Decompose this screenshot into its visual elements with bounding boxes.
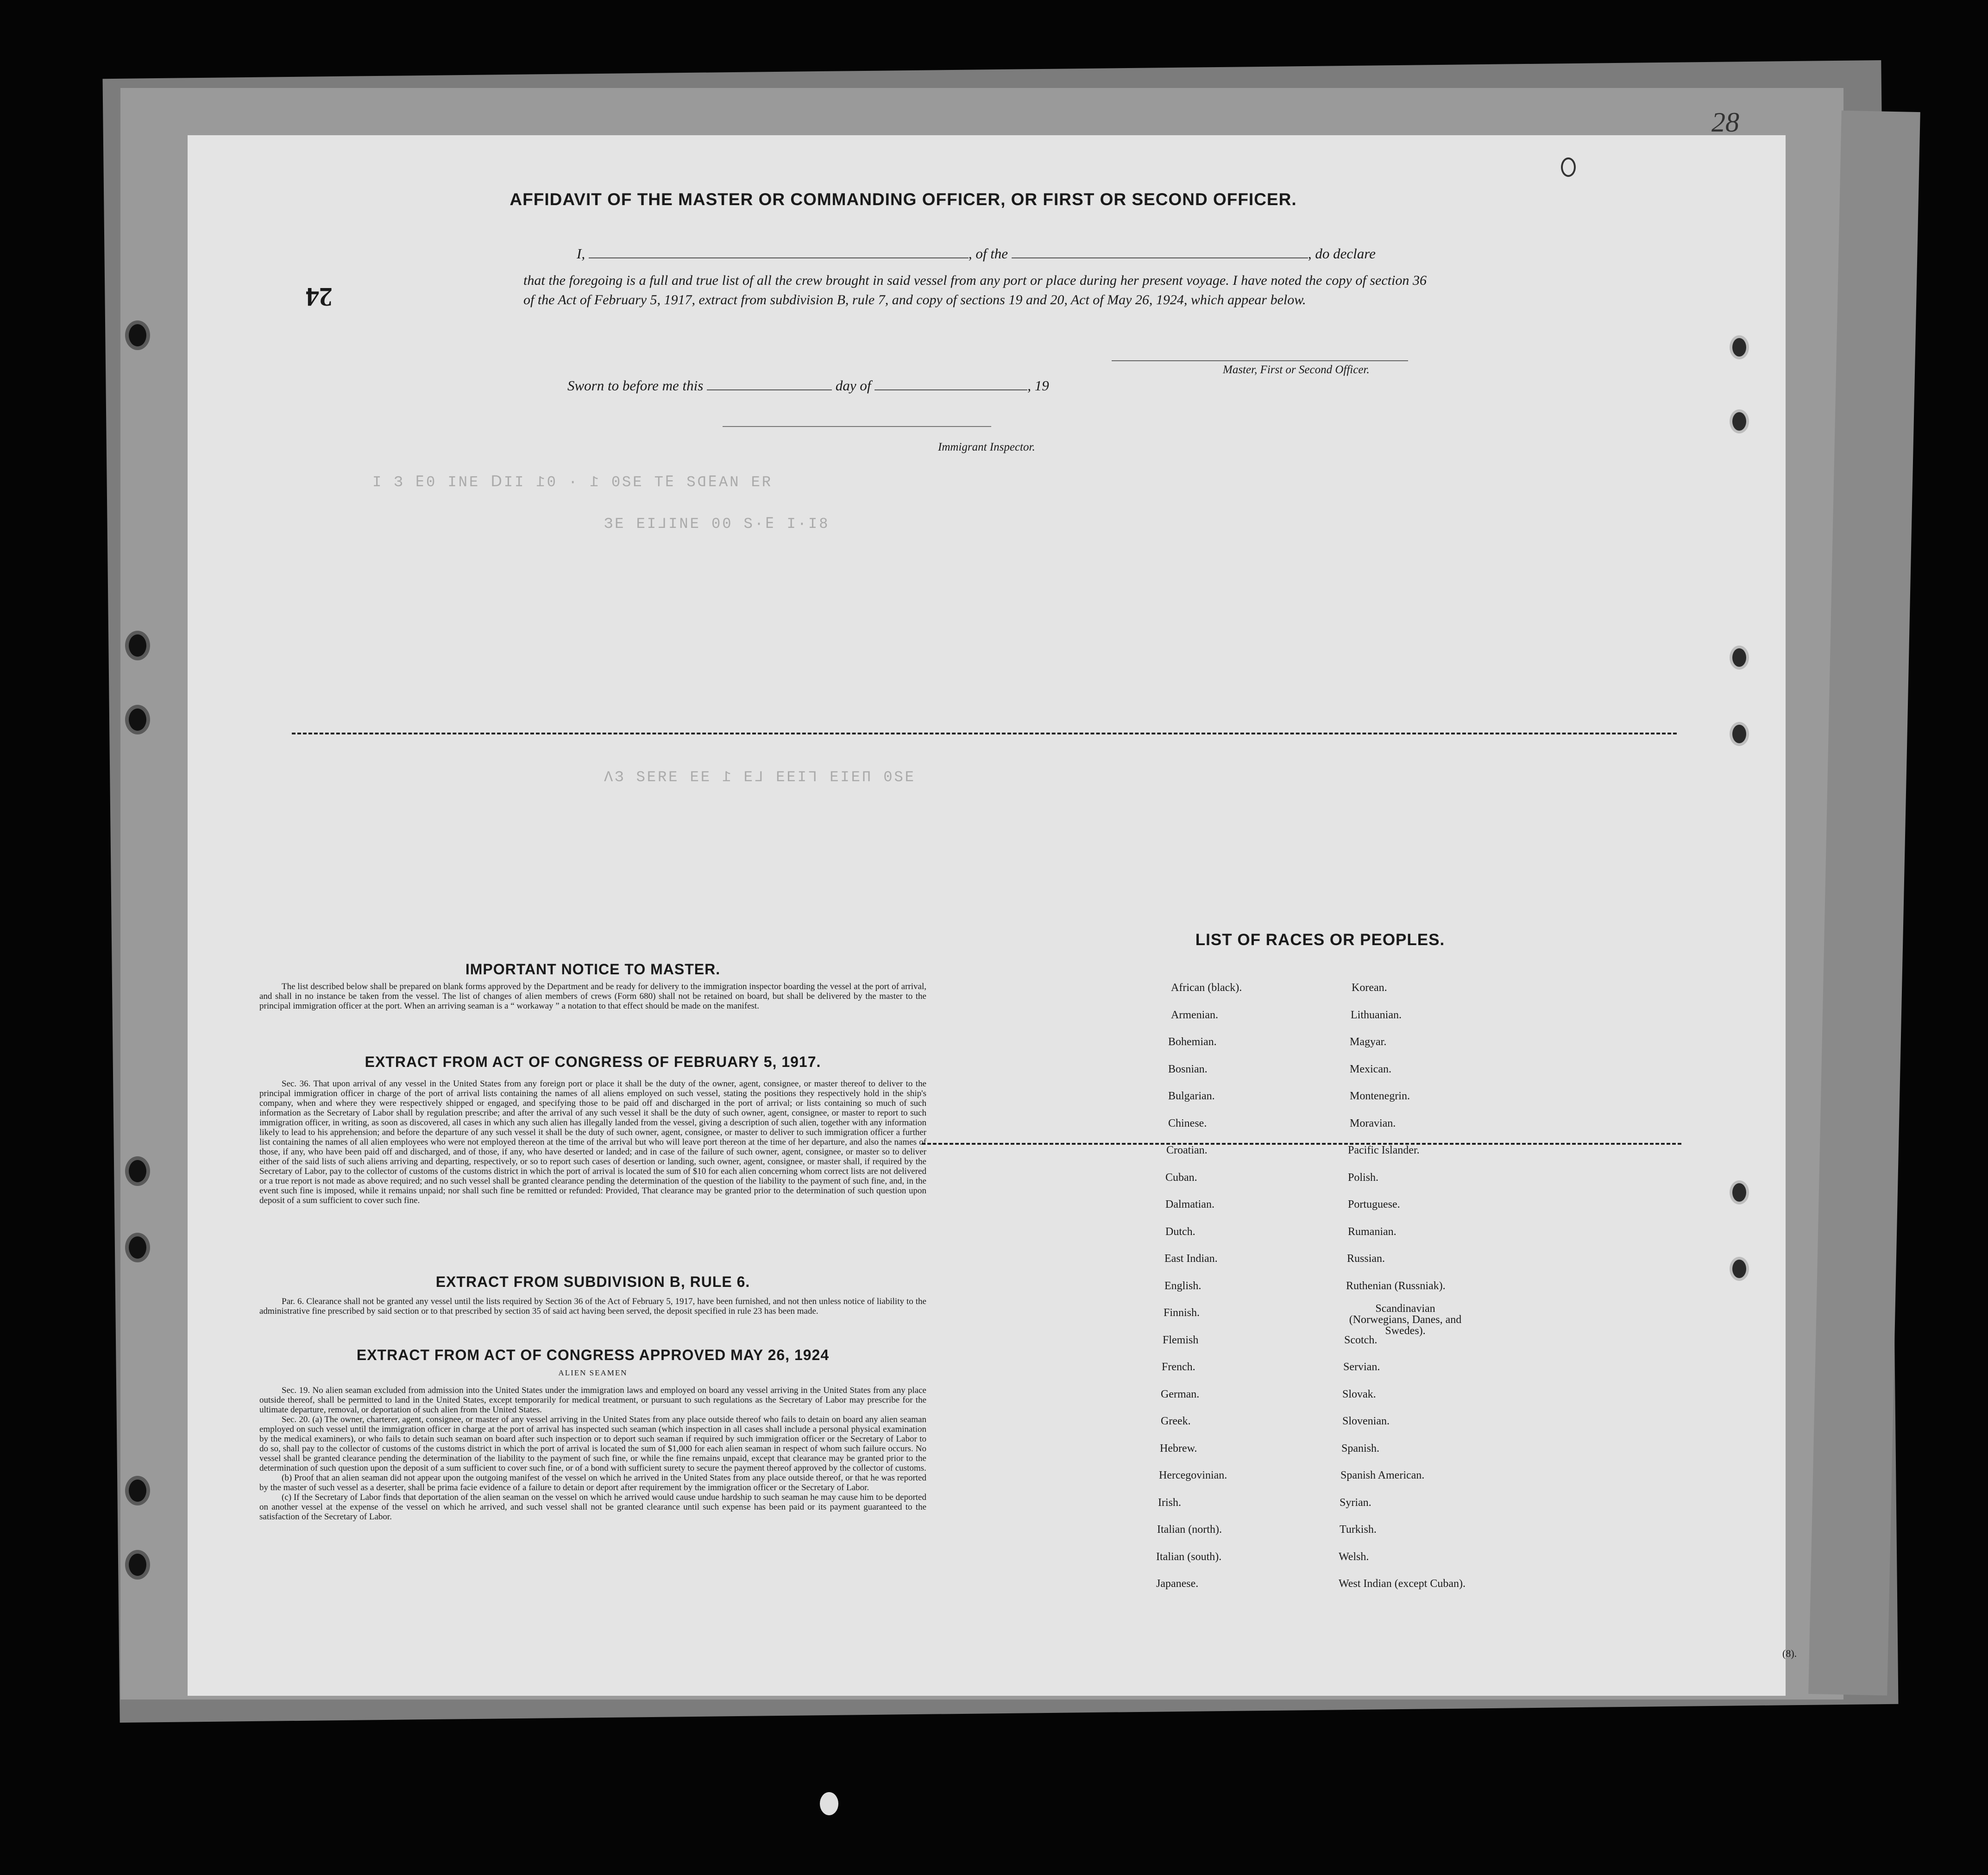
binder-hole bbox=[129, 634, 146, 657]
race-item: Ruthenian (Russniak). bbox=[1346, 1279, 1446, 1292]
race-item: Russian. bbox=[1347, 1253, 1385, 1265]
notice-paragraph: The list described below shall be prepared on blank forms approved by the Department and be ready for delivery to the immigration inspector boarding the vessel at the port of arrival, and shall in no instance be taken from the vessel. The list of changes of alien members of crews (Form 680) shall not be retained on board, but shall be delivered by the master to the principal immigration officer at the port. When an arriving seaman is a “ workaway ” a notation to that effect should be made on the manifest. bbox=[259, 982, 926, 1011]
binder-hole bbox=[129, 1480, 146, 1502]
race-item: Mexican. bbox=[1350, 1063, 1391, 1075]
race-item: Irish. bbox=[1158, 1496, 1181, 1509]
race-item: German. bbox=[1161, 1388, 1200, 1400]
race-item: Moravian. bbox=[1350, 1117, 1396, 1129]
vessel-field[interactable] bbox=[1012, 257, 1308, 258]
race-item: Armenian. bbox=[1171, 1009, 1218, 1021]
race-item: Pacific Islander. bbox=[1348, 1144, 1420, 1156]
race-item: Servian. bbox=[1343, 1361, 1380, 1373]
page-number: (8). bbox=[1782, 1648, 1797, 1659]
section-20b-paragraph: (b) Proof that an alien seaman did not appear upon the outgoing manifest of the vessel on which he arrived in the United States from any place outside thereof, or that he was reported by the master of such vessel as a deserter, shall be prima facie evidence of a failure to detain or deport after requirement by the immigration officer or the Secretary of Labor. bbox=[259, 1473, 926, 1492]
declaration-mid: , of the bbox=[968, 245, 1008, 262]
day-field[interactable] bbox=[707, 389, 832, 390]
signature-line[interactable] bbox=[1112, 360, 1408, 361]
race-item: Italian (north). bbox=[1157, 1524, 1222, 1536]
month-field[interactable] bbox=[874, 389, 1027, 390]
race-item: Turkish. bbox=[1340, 1524, 1377, 1536]
handwritten-number: 28 bbox=[1711, 107, 1739, 138]
extract-1924-text bbox=[259, 1386, 926, 1522]
name-field[interactable] bbox=[589, 257, 969, 258]
race-item: Polish. bbox=[1348, 1171, 1379, 1184]
race-item: Lithuanian. bbox=[1351, 1009, 1402, 1021]
race-item: Montenegrin. bbox=[1350, 1090, 1410, 1102]
bleed-through-text: ƎƧ0 ПƎIƎ ГIƎƎ LƎ 1 ƎƎ ƎЯƎƧ ƐɅ bbox=[602, 769, 914, 786]
section-36-paragraph: Sec. 36. That upon arrival of any vessel in the United States from any foreign port or place it shall be the duty of the owner, agent, consignee, or master thereof to deliver to the principal immigration officer in charge of the port of arrival lists containing the names of all aliens employed on such vessel, stating the positions they respectively hold in the ship's company, when and where they were respectively shipped or engaged, and specifying those to be paid off and discharged in the port of arrival; or lists containing so much of such information as the Secretary of Labor shall by regulation prescribe; and after the arrival of any such vessel it shall be the duty of such owner, agent, consignee, or master to report to such immigration officer, in writing, as soon as discovered, all cases in which any such alien has illegally landed from the vessel, giving a description of such alien, together with any information likely to lead to his apprehension; and before the departure of any such vessel it shall be the duty of such owner, agent, consignee, or master to deliver to such immigration officer a further list containing the names of all alien employees who were not employed thereon at the time of the arrival but who will leave port thereon at the time of her departure, and also the names of those, if any, who have been paid off and discharged, and of those, if any, who have deserted or landed; and in case of the failure of such owner, agent, consignee, or master so to deliver either of the said lists of such aliens arriving and departing, respectively, or so to report such cases of desertion or landing, such owner, agent, consignee, or master shall, if required by the Secretary of Labor, pay to the collector of customs of the customs district in which the port of arrival is located the sum of $10 for each alien concerning whom correct lists are not delivered or a true report is not made as above required; and no such vessel shall be granted clearance pending the determination of the question of the liability to the payment of such fine, and, in the event such fine is imposed, while it remains unpaid; nor shall such fine be remitted or refunded: Provided, That clearance may be granted prior to the determination of such question upon deposit of a sum sufficient to cover such fine. bbox=[259, 1079, 926, 1205]
race-item: Spanish. bbox=[1341, 1442, 1380, 1455]
binder-hole bbox=[129, 324, 146, 346]
binder-hole bbox=[1732, 338, 1746, 357]
race-item: Dutch. bbox=[1165, 1225, 1195, 1238]
sworn-mid: day of bbox=[835, 377, 871, 394]
sworn-end: , 19 bbox=[1027, 377, 1049, 394]
notice-title: IMPORTANT NOTICE TO MASTER. bbox=[465, 961, 721, 978]
paper-mark bbox=[1561, 157, 1576, 177]
race-item: Croatian. bbox=[1166, 1144, 1208, 1156]
sworn-start: Sworn to before me this bbox=[567, 377, 704, 394]
race-item: Welsh. bbox=[1339, 1550, 1369, 1563]
race-item: Hercegovinian. bbox=[1159, 1469, 1227, 1481]
section-19-paragraph: Sec. 19. No alien seaman excluded from admission into the United States under the immigration laws and employed on board any vessel arriving in the United States from any place outside thereof, shall be permitted to land in the United States, except temporarily for medical treatment, or pursuant to such regulations as the Secretary of Labor may prescribe for the ultimate departure, removal, or deportation of such alien from the United States. bbox=[259, 1386, 926, 1415]
race-item: Magyar. bbox=[1350, 1036, 1387, 1048]
bleed-through-text: 8I·I ∃·Ƨ 00 ƎИILIƎ ƎƐ bbox=[602, 515, 828, 533]
binder-hole bbox=[129, 1160, 146, 1182]
notice-text bbox=[259, 982, 926, 1011]
extract-1917-title: EXTRACT FROM ACT OF CONGRESS OF FEBRUARY 5, 1917. bbox=[365, 1054, 821, 1070]
race-item: Portuguese. bbox=[1348, 1198, 1400, 1210]
race-item: East Indian. bbox=[1164, 1253, 1218, 1265]
inspector-label: Immigrant Inspector. bbox=[938, 441, 1035, 453]
affidavit-title: AFFIDAVIT OF THE MASTER OR COMMANDING OFFICER, OR FIRST OR SECOND OFFICER. bbox=[510, 190, 1297, 209]
extract-1924-title: EXTRACT FROM ACT OF CONGRESS APPROVED MAY 26, 1924 bbox=[356, 1347, 830, 1363]
dashed-fold-line bbox=[292, 733, 1677, 734]
race-item: Chinese. bbox=[1168, 1117, 1207, 1129]
race-item: Greek. bbox=[1161, 1415, 1191, 1427]
handwritten-number: 24 bbox=[306, 282, 333, 312]
race-item: Rumanian. bbox=[1348, 1225, 1397, 1238]
binder-hole bbox=[1732, 412, 1746, 431]
race-item: Italian (south). bbox=[1156, 1550, 1222, 1563]
punch-hole bbox=[820, 1792, 838, 1815]
race-item: Flemish bbox=[1163, 1334, 1199, 1346]
binder-hole bbox=[1732, 648, 1746, 667]
affidavit-declaration-line bbox=[577, 245, 1376, 262]
race-item: French. bbox=[1162, 1361, 1195, 1373]
dashed-fold-line bbox=[922, 1143, 1681, 1145]
race-item: Cuban. bbox=[1165, 1171, 1197, 1184]
race-item: Slovenian. bbox=[1342, 1415, 1390, 1427]
section-20a-paragraph: Sec. 20. (a) The owner, charterer, agent, consignee, or master of any vessel arriving in the United States from any place outside thereof who fails to detain on board any alien seaman employed on such vessel until the immigration officer in charge at the port of arrival has inspected such seaman (which inspection in all cases shall include a personal physical examination by the medical examiners), or who fails to detain such seaman on board after such inspection or to deport such seaman if required by such immigration officer or the Secretary of Labor to do so, shall pay to the collector of customs of the customs district in which the port of arrival is located the sum of $1,000 for each alien seaman in respect of whom such failure occurs. No vessel shall be granted clearance pending the determination of the liability to the payment of such fine, or while the fine remains unpaid, except that clearance may be granted prior to the determination of such question upon the deposit of a sum sufficient to cover such fine, or of a bond with sufficient surety to secure the payment thereof approved by the collector of customs. bbox=[259, 1415, 926, 1473]
race-item: Finnish. bbox=[1164, 1307, 1200, 1319]
race-item: English. bbox=[1164, 1279, 1202, 1292]
race-item: Spanish American. bbox=[1340, 1469, 1425, 1481]
race-item: Japanese. bbox=[1156, 1578, 1199, 1590]
race-item: Dalmatian. bbox=[1165, 1198, 1214, 1210]
extract-1917-text bbox=[259, 1079, 926, 1205]
subdivision-b-title: EXTRACT FROM SUBDIVISION B, RULE 6. bbox=[435, 1273, 750, 1290]
race-item: Bosnian. bbox=[1168, 1063, 1208, 1075]
binder-hole bbox=[129, 1236, 146, 1259]
race-item: Bulgarian. bbox=[1168, 1090, 1215, 1102]
race-item: Hebrew. bbox=[1160, 1442, 1197, 1455]
inspector-signature-line[interactable] bbox=[723, 426, 991, 427]
binder-hole bbox=[1732, 725, 1746, 743]
race-item: Korean. bbox=[1352, 982, 1387, 994]
alien-seamen-subtitle: ALIEN SEAMEN bbox=[558, 1368, 628, 1377]
race-item: Bohemian. bbox=[1168, 1036, 1217, 1048]
declaration-start: I, bbox=[577, 245, 585, 262]
binder-hole bbox=[129, 709, 146, 731]
affidavit-body: that the foregoing is a full and true list of all the crew brought in said vessel from any port or place during her present voyage. I have noted the copy of section 36 of the Act of February 5, 1917, extract from subdivision B, rule 7, and copy of sections 19 and 20, Act of May 26, 1924, which appear below. bbox=[523, 273, 1427, 307]
par-6-paragraph: Par. 6. Clearance shall not be granted any vessel until the lists required by Section 36 of the Act of February 5, 1917, have been furnished, and not then unless notice of liability to the administrative fine prescribed by said section or to that prescribed by section 35 of said act having been served, the deposit specified in rule 23 has been made. bbox=[259, 1297, 926, 1316]
race-item: Syrian. bbox=[1340, 1496, 1371, 1509]
subdivision-b-text bbox=[259, 1297, 926, 1316]
race-item: Scandinavian (Norwegians, Danes, and Swedes). bbox=[1349, 1303, 1462, 1337]
signature-label: Master, First or Second Officer. bbox=[1223, 364, 1370, 376]
bleed-through-text: ЯƎ ИA∃DƧ ∃T ƎƧ0 1 · 01 IIᗡ ƎИI 0∃ Ɛ I bbox=[371, 474, 771, 491]
race-item: Scotch. bbox=[1344, 1334, 1378, 1346]
binder-hole bbox=[1732, 1260, 1746, 1278]
races-title: LIST OF RACES OR PEOPLES. bbox=[1195, 931, 1445, 949]
race-item: West Indian (except Cuban). bbox=[1339, 1578, 1466, 1590]
declaration-end: , do declare bbox=[1308, 245, 1376, 262]
binder-hole bbox=[129, 1554, 146, 1576]
sworn-line bbox=[567, 377, 1049, 394]
race-item: African (black). bbox=[1171, 982, 1242, 994]
section-20c-paragraph: (c) If the Secretary of Labor finds that deportation of the alien seaman on the vessel on which he arrived would cause undue hardship to such seaman he may cause him to be deported on another vessel at the expense of the vessel on which he arrived, and such vessel shall not be granted clearance until such expense has been paid or its payment guaranteed to the satisfaction of the Secretary of Labor. bbox=[259, 1492, 926, 1522]
race-item: Slovak. bbox=[1342, 1388, 1376, 1400]
binder-hole bbox=[1732, 1183, 1746, 1202]
